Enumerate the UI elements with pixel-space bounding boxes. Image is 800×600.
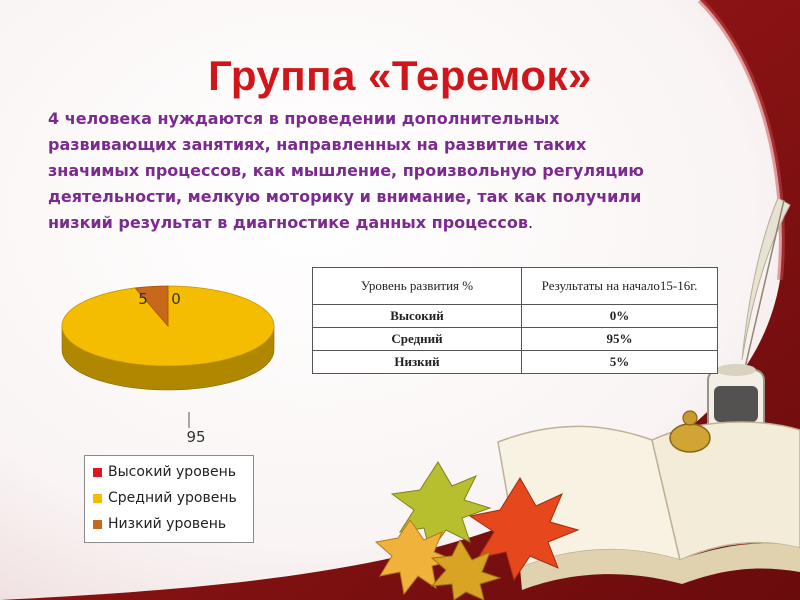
description-body: 4 человека нуждаются в проведении дополнительных развивающих занятиях, направленных на развитие таких значимых процессов, как мышление, произвольную регуляцию деятельности, мелкую моторику и внимание, так как получили низкий результат в диагностике данных процессов [48,109,644,232]
cell-level: Высокий [313,305,522,328]
cell-percent: 95% [522,328,718,351]
legend-item [93,462,236,482]
table-row [313,351,718,374]
table-row [313,305,718,328]
cell-level: Средний [313,328,522,351]
legend-swatch [93,520,102,529]
legend-swatch [93,468,102,477]
cell-level: Низкий [313,351,522,374]
table-header-row [313,268,718,305]
header-level: Уровень развития % [313,268,522,305]
data-label-2: 5 [138,290,148,308]
chart-legend [84,455,254,543]
legend-swatch [93,494,102,503]
legend-label: Низкий уровень [108,516,227,532]
legend-label: Высокий уровень [108,464,237,480]
cell-percent: 0% [522,305,718,328]
legend-item [93,488,237,508]
table-row [313,328,718,351]
legend-label: Средний уровень [108,490,237,506]
results-table [312,267,718,374]
data-label-1: 95 [186,428,206,446]
legend-item [93,514,226,534]
description-period: . [527,213,534,232]
header-results: Результаты на начало15-16г. [522,268,718,305]
data-label-0: 0 [171,290,181,308]
cell-percent: 5% [522,351,718,374]
slide-title: Группа «Теремок» [208,52,592,99]
